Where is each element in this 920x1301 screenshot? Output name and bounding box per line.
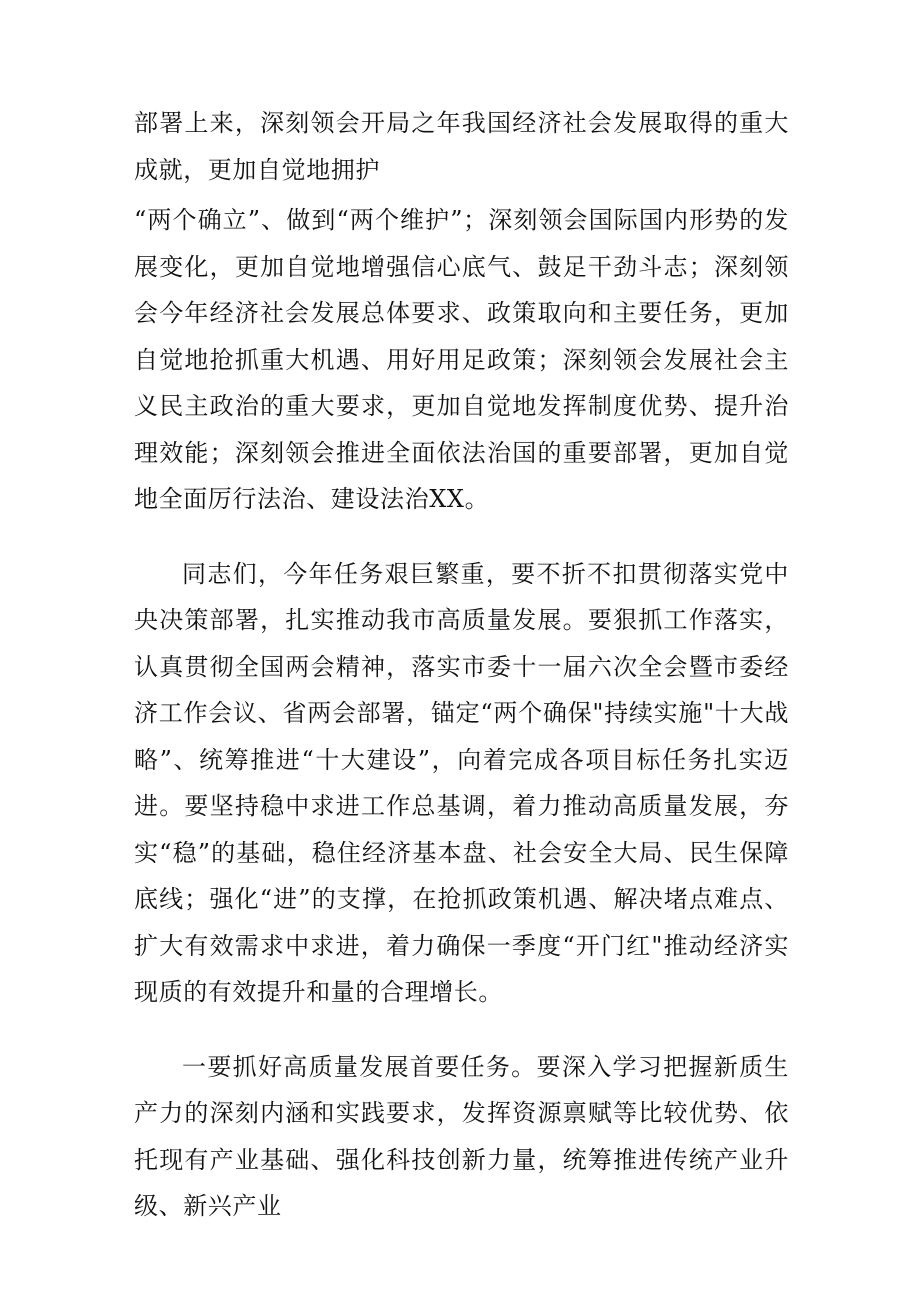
paragraph-1: 部署上来，深刻领会开局之年我国经济社会发展取得的重大成就，更加自觉地拥护	[134, 109, 789, 184]
paragraph-3: 同志们，今年任务艰巨繁重，要不折不扣贯彻落实党中央决策部署，扎实推动我市高质量发展。要狠抓工作落实，认真贯彻全国两会精神，落实市委十一届六次全会暨市委经济工作会议、省两会部署，锚定“两个确保"持续实施"十大战略”、统筹推进“十大建设”，向着完成各项目标任务扎实迈进。要坚持稳中求进工作总基调，着力推动高质量发展，夯实“稳”的基础，稳住经济基本盘、社会安全大局、民生保障底线；强化“进”的支撑，在抢抓政策机遇、解决堵点难点、扩大有效需求中求进，着力确保一季度“开门红"推动经济实现质的有效提升和量的合理增长。	[134, 559, 789, 1006]
paragraph-2: “两个确立”、做到“两个维护”；深刻领会国际国内形势的发展变化，更加自觉地增强信心底气、鼓足干劲斗志；深刻领会今年经济社会发展总体要求、政策取向和主要任务，更加自觉地抢抓重大机遇、用好用足政策；深刻领会发展社会主义民主政治的重大要求，更加自觉地发挥制度优势、提升治理效能；深刻领会推进全面依法治国的重要部署，更加自觉地全面厉行法治、建设法治XX。	[134, 206, 789, 513]
paragraph-4: 一要抓好高质量发展首要任务。要深入学习把握新质生产力的深刻内涵和实践要求，发挥资源禀赋等比较优势、依托现有产业基础、强化科技创新力量，统筹推进传统产业升级、新兴产业	[134, 1052, 789, 1220]
document-body	[134, 100, 789, 1230]
